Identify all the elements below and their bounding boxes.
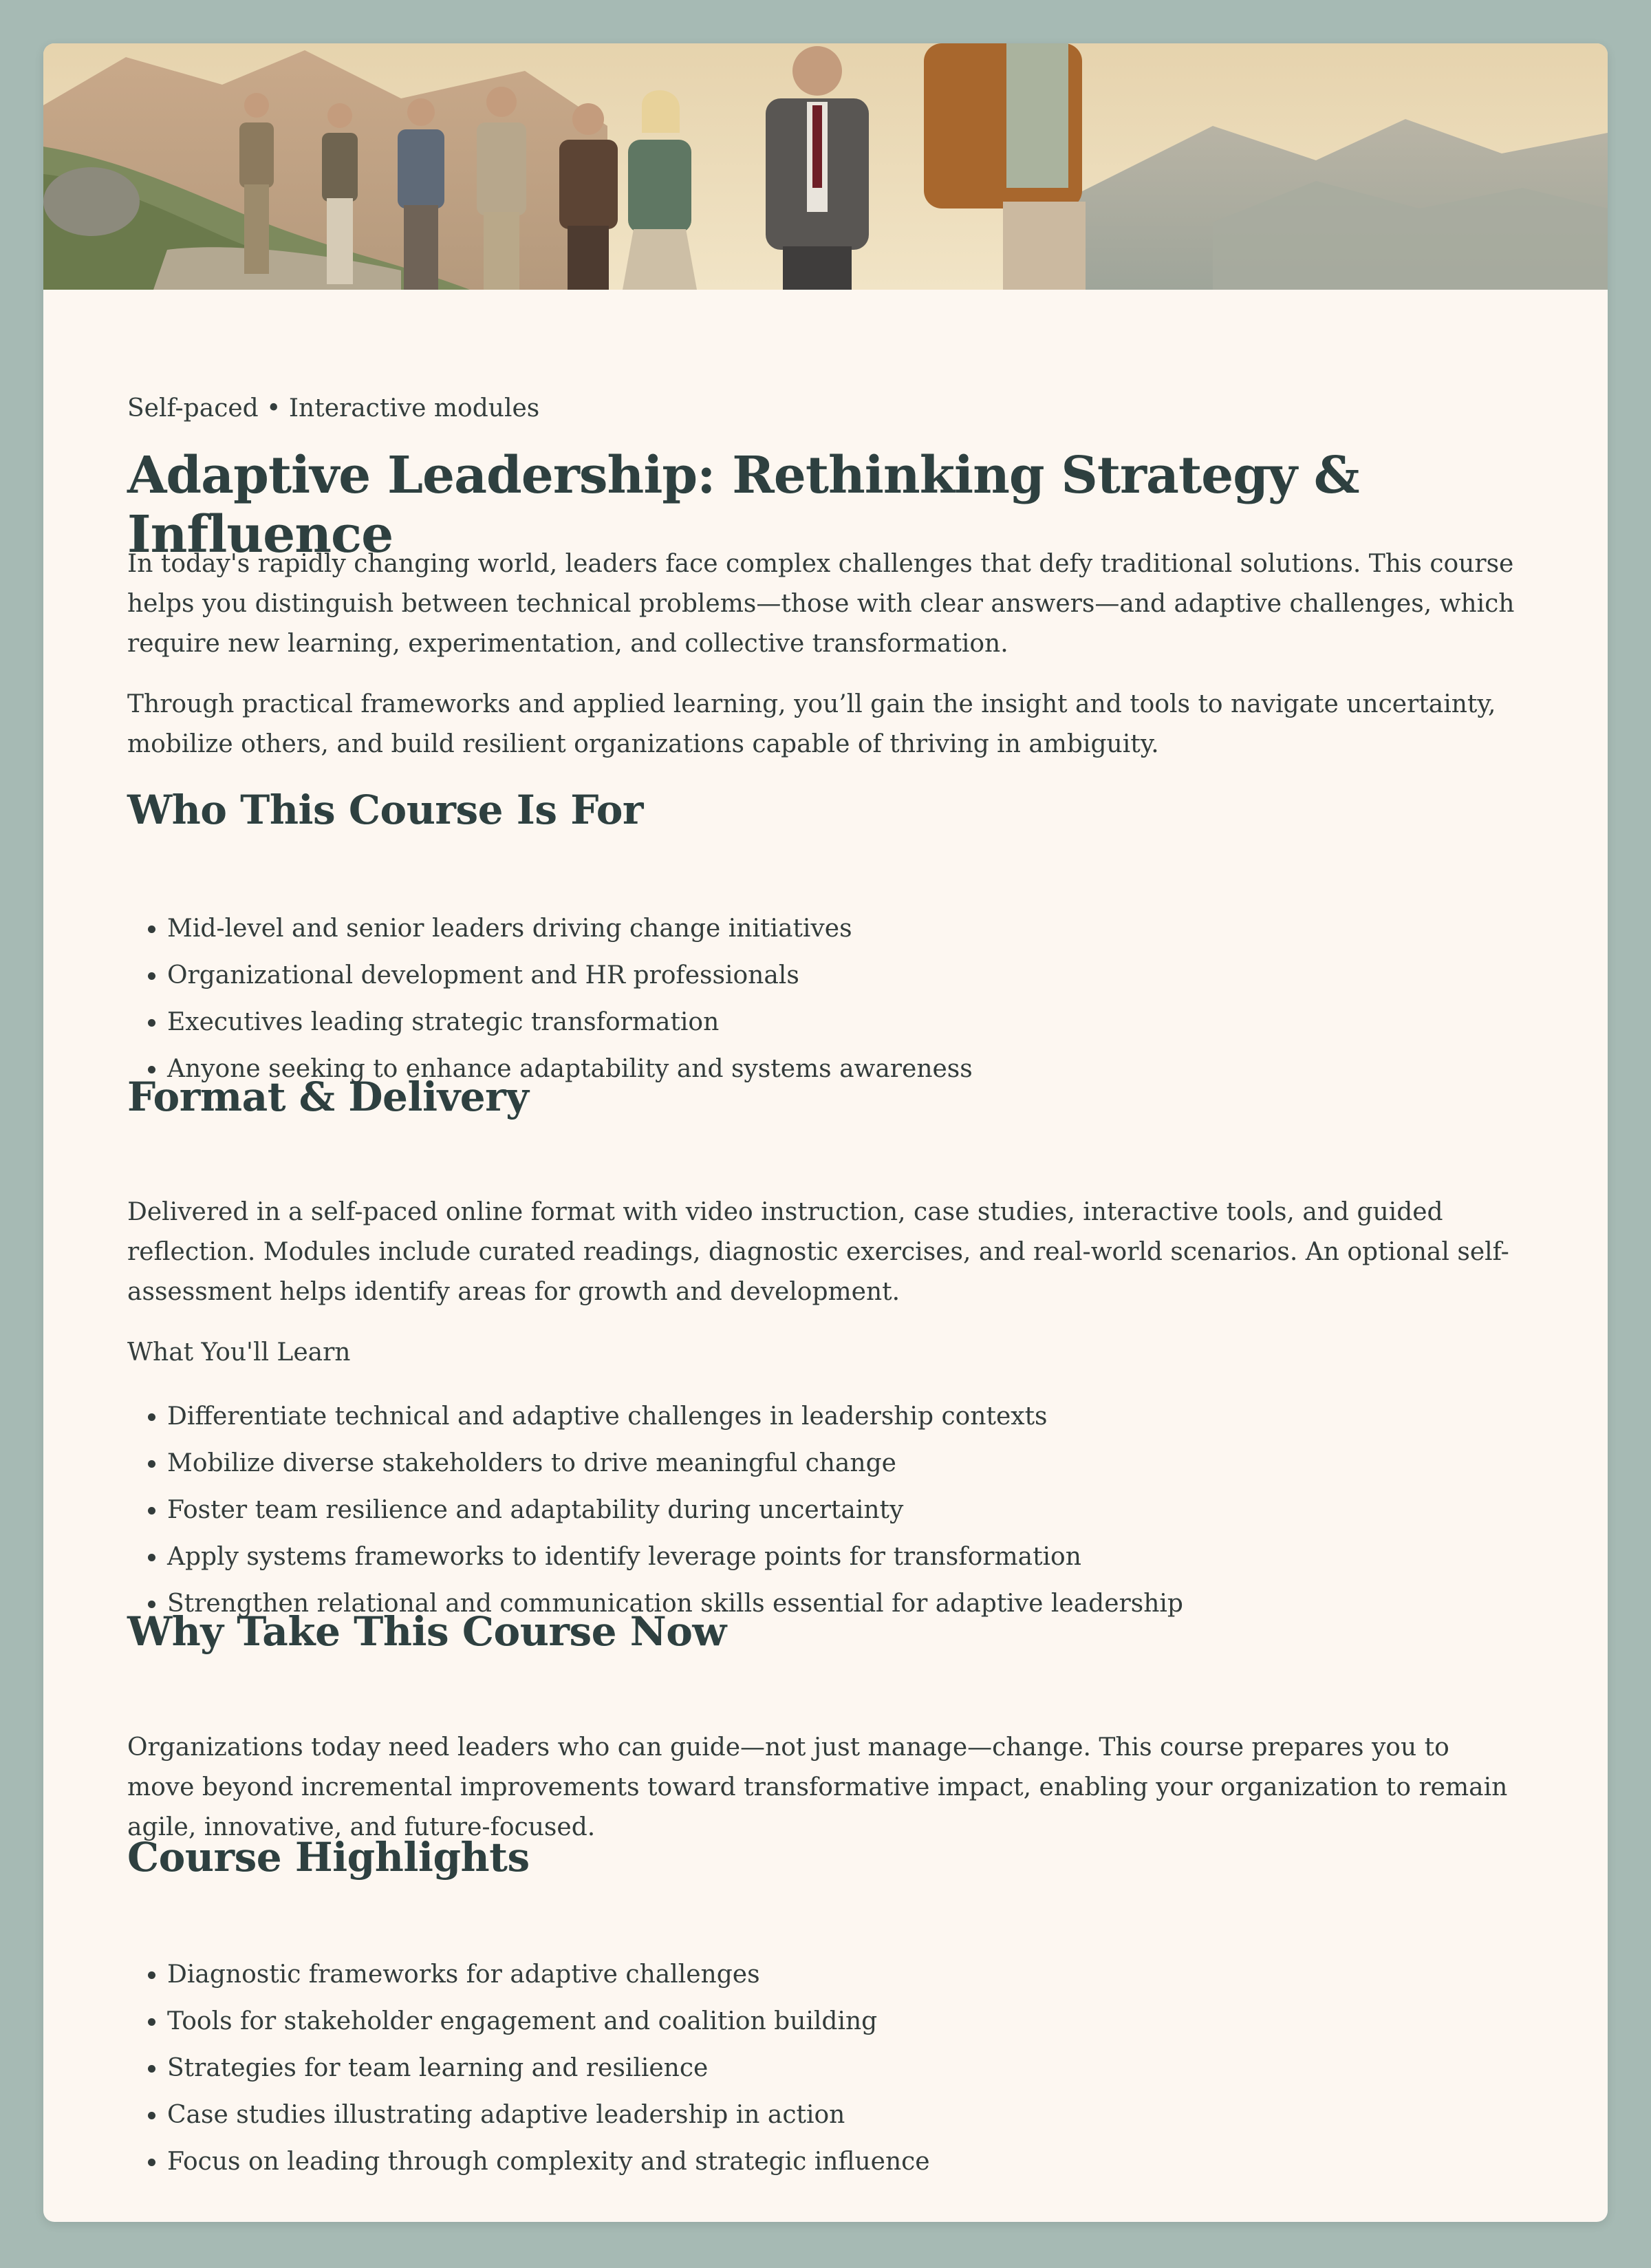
section-heading-why: Why Take This Course Now [127,1608,726,1655]
list-item: • Mid-level and senior leaders driving change initiatives [167,906,1524,952]
section-heading-highlights: Course Highlights [127,1834,530,1881]
learn-subheading: What You'll Learn [127,1338,351,1367]
who-list [127,906,1524,1093]
hero-banner-image [43,43,1608,290]
course-title: Adaptive Leadership: Rethinking Strategy & Influence [127,446,1359,564]
list-item: • Strategies for team learning and resilience [167,2045,1524,2092]
list-item: • Focus on leading through complexity and strategic influence [167,2139,1524,2185]
list-item: • Mobilize diverse stakeholders to drive meaningful change [167,1440,1524,1487]
list-item: • Tools for stakeholder engagement and coalition building [167,1998,1524,2045]
list-item: • Organizational development and HR professionals [167,952,1524,999]
learn-list [127,1393,1524,1627]
list-item: • Executives leading strategic transformation [167,999,1524,1046]
course-meta: Self-paced • Interactive modules [127,394,540,422]
list-item: • Differentiate technical and adaptive challenges in leadership contexts [167,1393,1524,1440]
course-card [43,43,1608,2222]
list-item: • Apply systems frameworks to identify leverage points for transformation [167,1534,1524,1581]
format-paragraph: Delivered in a self-paced online format with video instruction, case studies, interactive tools, and guided reflection. Modules include curated readings, diagnostic exercises, and real-world scenarios. An optional self-assessment helps identify areas for growth and development. [127,1198,1509,1306]
list-item: • Diagnostic frameworks for adaptive challenges [167,1951,1524,1998]
intro-paragraph-2: Through practical frameworks and applied learning, you’ll gain the insight and tools to navigate uncertainty, mobilize others, and build resilient organizations capable of thriving in ambiguity. [127,690,1496,758]
why-paragraph: Organizations today need leaders who can guide—not just manage—change. This course prepares you to move beyond incremental improvements toward transformative impact, enabling your organization to remain agile, innovative, and future-focused. [127,1733,1508,1841]
list-item: • Strengthen relational and communication skills essential for adaptive leadership [167,1581,1524,1627]
list-item: • Anyone seeking to enhance adaptability and systems awareness [167,1046,1524,1093]
list-item: • Case studies illustrating adaptive leadership in action [167,2092,1524,2139]
highlights-list [127,1951,1524,2185]
section-heading-format: Format & Delivery [127,1073,529,1120]
list-item: • Foster team resilience and adaptability during uncertainty [167,1487,1524,1534]
intro-paragraph-1: In today's rapidly changing world, leaders face complex challenges that defy traditional solutions. This course helps you distinguish between technical problems—those with clear answers—and adaptive challenges, which require new learning, experimentation, and collective transformation. [127,550,1515,658]
section-heading-who: Who This Course Is For [127,787,643,833]
